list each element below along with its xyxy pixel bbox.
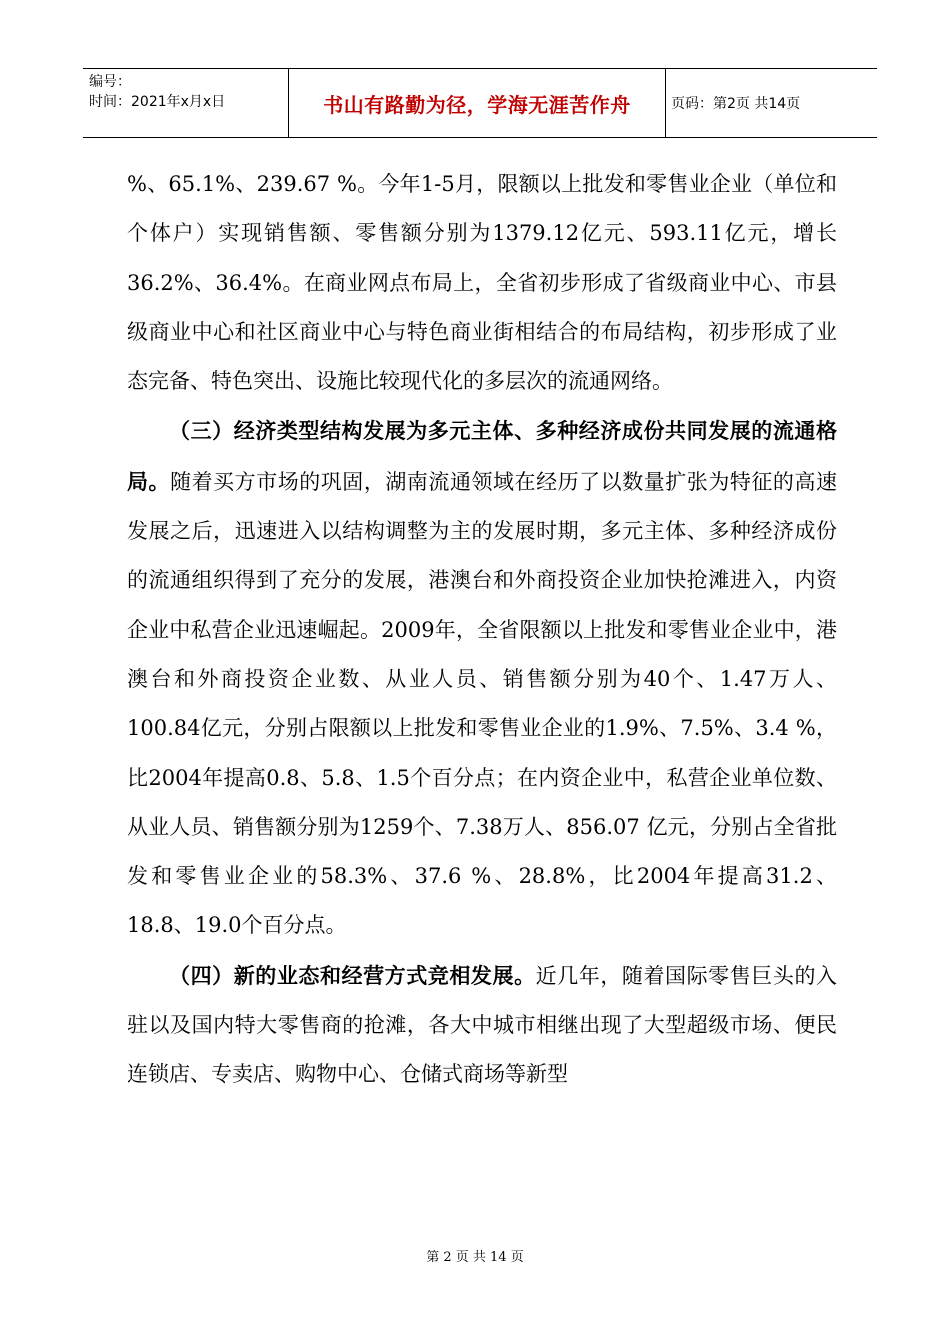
page-footer: 第 2 页 共 14 页 xyxy=(426,1250,524,1265)
document-number-label: 编号： xyxy=(89,74,131,90)
section-heading: （四）新的业态和经营方式竞相发展。 xyxy=(169,962,536,988)
header-page-number: 页码：第2页 共14页 xyxy=(671,96,801,112)
section-heading: （三）经济类型结构发展为多元主体、多种经济成份共同发展的流通格局。 xyxy=(127,418,837,494)
paragraph-1 xyxy=(127,160,837,406)
header-meta xyxy=(89,72,289,112)
paragraph-text: 随着买方市场的巩固，湖南流通领域在经历了以数量扩张为特征的高速发展之后，迅速进入以结构调整为主的发展时期，多元主体、多种经济成份的流通组织得到了充分的发展，港澳台和外商投资企业加快抢滩进入，内资企业中私营企业迅速崛起。2009年，全省限额以上批发和零售业企业中，港澳台和外商投资企业数、从业人员、销售额分别为40个、1.47万人、100.84亿元，分别占限额以上批发和零售业企业的1.9%、7.5%、3.4 %，比2004年提高0.8、5.8、1.5个百分点；在内资企业中，私营企业单位数、从业人员、销售额分别为1259个、7.38万人、856.07 亿元，分别占全省批发和零售业企业的58.3%、37.6 %、28.8%，比2004年提高31.2、18.8、19.0个百分点。 xyxy=(127,469,837,938)
paragraph-text: %、65.1%、239.67 %。今年1-5月，限额以上批发和零售业企业（单位和个体户）实现销售额、零售额分别为1379.12亿元、593.11亿元，增长36.2%、36.4%。在商业网点布局上，全省初步形成了省级商业中心、市县级商业中心和社区商业中心与特色商业街相结合的布局结构，初步形成了业态完备、特色突出、设施比较现代化的多层次的流通网络。 xyxy=(127,172,837,394)
paragraph-3 xyxy=(127,951,837,1100)
page-header xyxy=(83,68,877,138)
header-motto: 书山有路勤为径，学海无涯苦作舟 xyxy=(288,69,666,137)
document-body xyxy=(127,160,837,1100)
paragraph-2 xyxy=(127,406,837,950)
document-time-label: 时间：2021年x月x日 xyxy=(89,94,226,110)
paragraph-text: 近几年，随着国际零售巨头的入驻以及国内特大零售商的抢滩，各大中城市相继出现了大型超级市场、便民连锁店、专卖店、购物中心、仓储式商场等新型 xyxy=(127,963,838,1087)
